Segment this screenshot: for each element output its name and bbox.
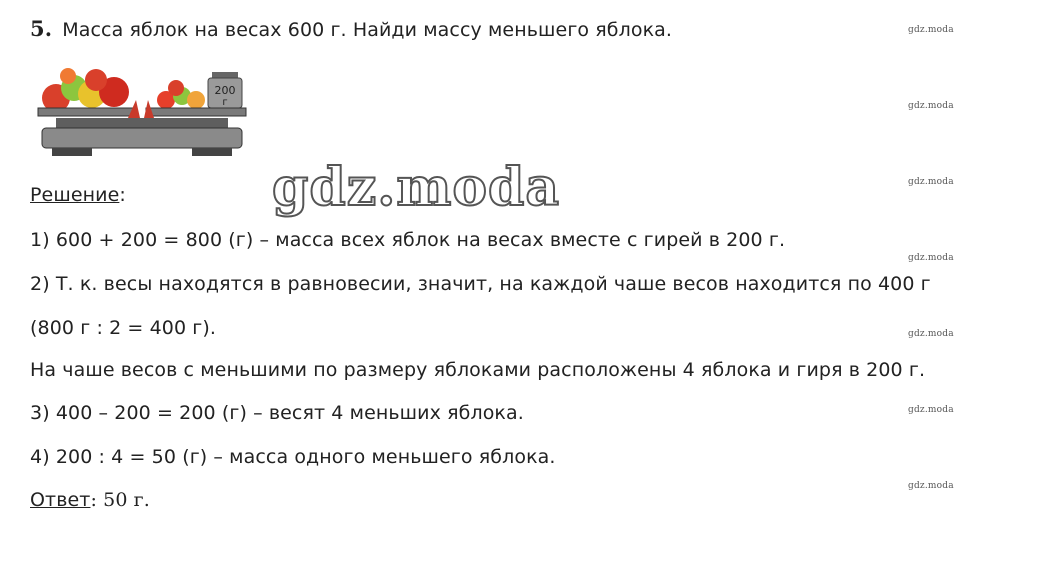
- solution-heading-label: Решение: [30, 184, 120, 206]
- weight-label: 200: [214, 84, 236, 97]
- task-statement: [30, 17, 672, 42]
- watermark-small: gdz.moda: [908, 405, 954, 415]
- watermark-small: gdz.moda: [908, 481, 954, 491]
- solution-line: 4) 200 : 4 = 50 (г) – масса одного меньшего яблока.: [30, 446, 556, 468]
- watermark-small: gdz.moda: [908, 101, 954, 111]
- answer-line: [30, 488, 150, 512]
- weight-200: [208, 72, 242, 108]
- task-text: Масса яблок на весах 600 г. Найди массу меньшего яблока.: [62, 19, 673, 41]
- scales-base: [42, 128, 242, 148]
- solution-line: 3) 400 – 200 = 200 (г) – весят 4 меньших яблока.: [30, 402, 524, 424]
- watermark-large: gdz.moda: [272, 157, 561, 218]
- watermark-small: gdz.moda: [908, 329, 954, 339]
- watermark-small: gdz.moda: [908, 253, 954, 263]
- solution-line: (800 г : 2 = 400 г).: [30, 317, 217, 339]
- solution-line: На чаше весов с меньшими по размеру яблоками расположены 4 яблока и гиря в 200 г.: [30, 359, 926, 381]
- watermark-small: gdz.moda: [908, 25, 954, 35]
- scales-beam: [56, 118, 228, 128]
- right-foot: [192, 148, 232, 156]
- answer-label: Ответ: [30, 489, 91, 511]
- solution-heading-colon: :: [119, 184, 126, 206]
- task-number: 5.: [30, 16, 53, 41]
- solution-heading: [30, 183, 126, 207]
- left-foot: [52, 148, 92, 156]
- weight-unit: г: [222, 97, 228, 108]
- watermark-small: gdz.moda: [908, 177, 954, 187]
- big-apples: [42, 68, 129, 112]
- solution-line: 1) 600 + 200 = 800 (г) – масса всех яблок на весах вместе с гирей в 200 г.: [30, 229, 786, 251]
- left-pan: [38, 108, 134, 116]
- scales-illustration: [36, 66, 248, 162]
- small-apples: [157, 80, 205, 109]
- answer-value: : 50 г.: [90, 489, 150, 511]
- right-pan: [146, 108, 246, 116]
- solution-line: 2) Т. к. весы находятся в равновесии, значит, на каждой чаше весов находится по 400 г: [30, 273, 931, 295]
